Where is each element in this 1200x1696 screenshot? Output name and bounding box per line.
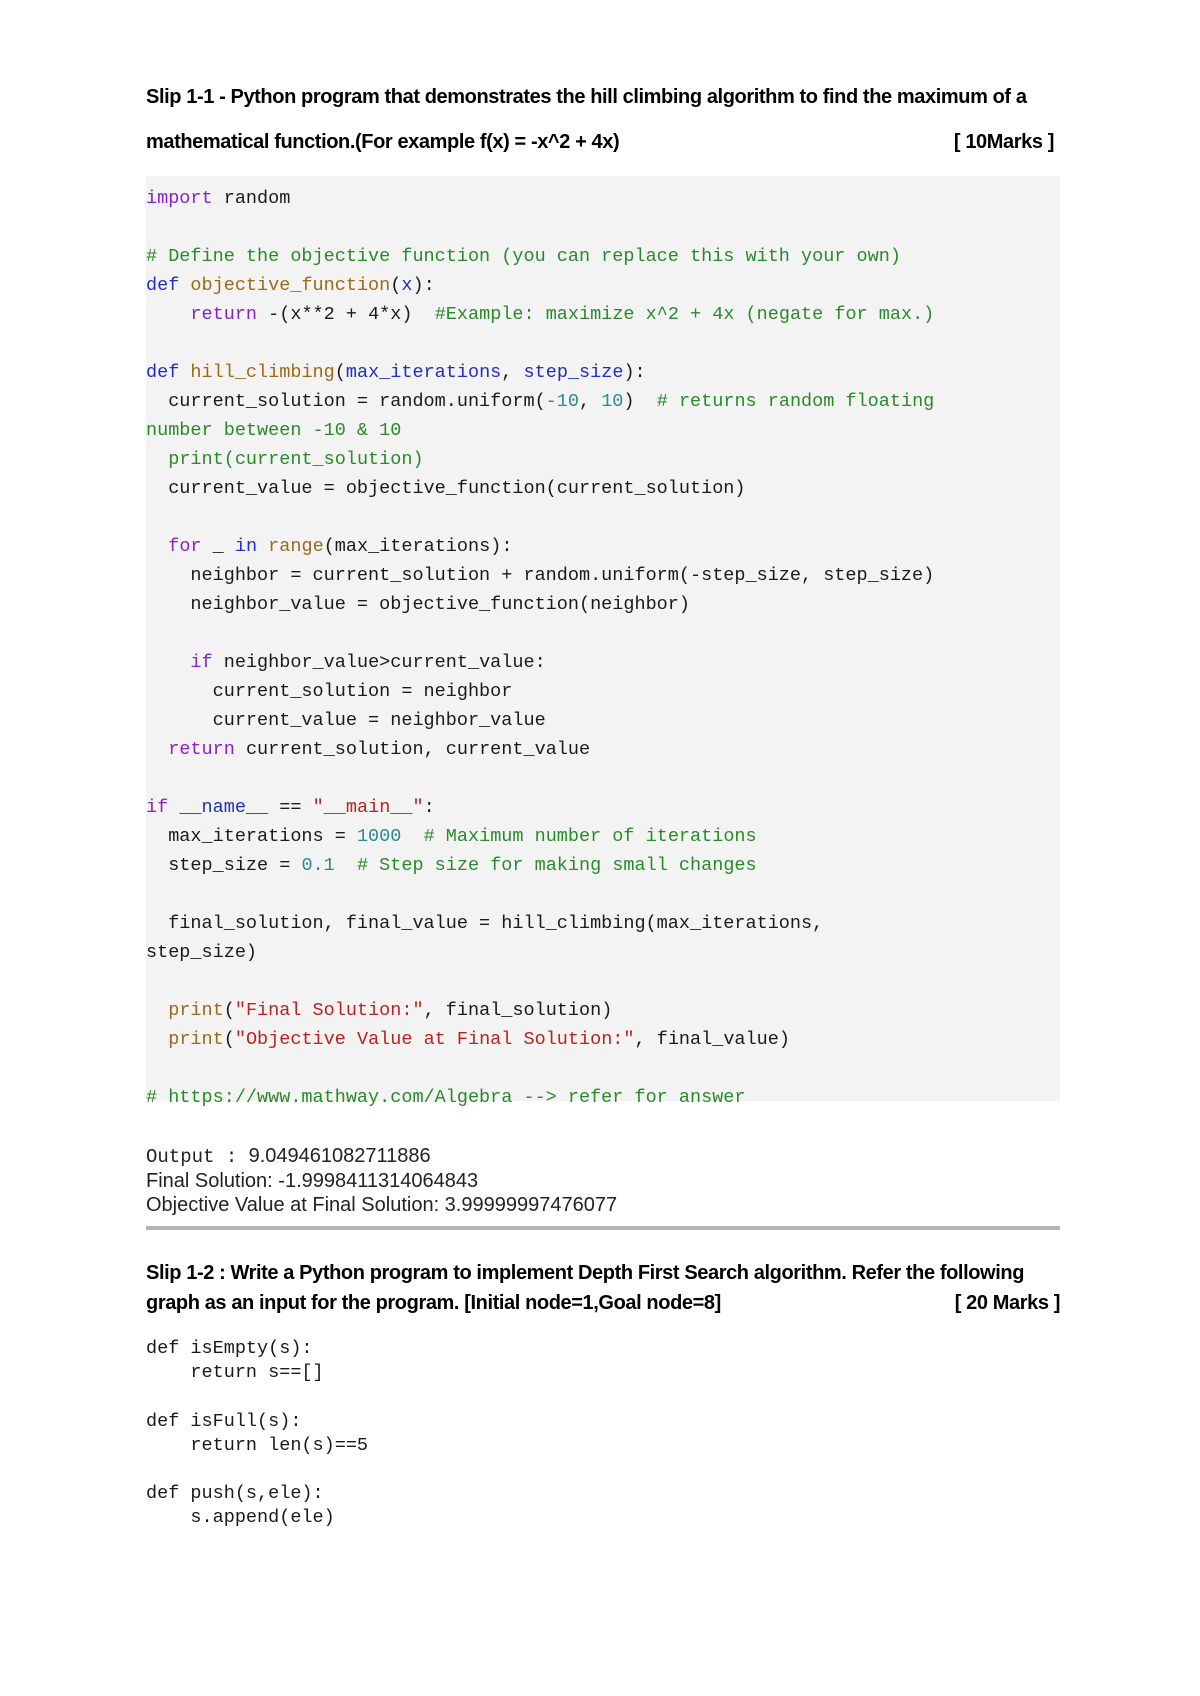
code-line: def isFull(s):	[146, 1410, 302, 1432]
code-token: -(x**2 + 4*x)	[257, 304, 435, 325]
code-line: return len(s)==5	[146, 1434, 369, 1456]
code-token: return	[168, 739, 235, 760]
code-token: ,	[501, 362, 524, 383]
slip2-title-text: graph as an input for the program. [Initial node=1,Goal node=8]	[146, 1292, 721, 1314]
code-line: s.append(ele)	[146, 1507, 335, 1529]
code-token	[146, 536, 168, 557]
code-token: hill_climbing	[190, 362, 335, 383]
code-token: (	[223, 1000, 235, 1021]
code-token: x	[401, 275, 413, 296]
code-line: current_solution = neighbor	[146, 681, 513, 702]
code-token: "Final Solution:"	[234, 1000, 424, 1021]
code-token	[401, 826, 423, 847]
code-token	[168, 797, 179, 818]
code-token: in	[234, 536, 258, 557]
code-token: -10	[545, 391, 579, 412]
code-token: , final_value)	[634, 1029, 790, 1050]
code-token: )	[623, 391, 657, 412]
code-line: def isEmpty(s):	[146, 1338, 313, 1359]
code-token: random	[212, 188, 291, 209]
code-listing	[146, 184, 934, 1112]
code-token	[146, 652, 190, 673]
code-token: , final_solution)	[423, 1000, 613, 1021]
code-token: print(current_solution)	[168, 449, 424, 470]
output-line-1	[146, 1144, 617, 1169]
output-objective-value: Objective Value at Final Solution: 3.99999997476077	[146, 1194, 618, 1216]
code-comment: # Step size for making small changes	[356, 855, 757, 876]
code-comment: #Example: maximize x^2 + 4x (negate for max.)	[434, 304, 935, 325]
code-token: print	[168, 1029, 224, 1050]
code-line: neighbor_value = objective_function(neighbor)	[146, 594, 690, 615]
code-comment: number between -10 & 10	[146, 420, 402, 441]
code-line: final_solution, final_value = hill_climbing(max_iterations,	[146, 913, 824, 934]
code-token: step_size =	[146, 855, 302, 876]
code-token: for	[168, 536, 202, 557]
output-value: 9.049461082711886	[248, 1145, 431, 1167]
code-token: range	[268, 536, 324, 557]
code-token: ==	[268, 797, 313, 818]
code-token	[257, 536, 268, 557]
code-token	[146, 1000, 168, 1021]
code-line: return s==[]	[146, 1362, 324, 1384]
code-token: 10	[601, 391, 624, 412]
code-token: max_iterations =	[146, 826, 357, 847]
code-token: step_size	[523, 362, 624, 383]
code-token: if	[146, 797, 169, 818]
code-comment: # returns random floating	[656, 391, 935, 412]
code-token: neighbor_value>current_value:	[212, 652, 546, 673]
slip2-title-line2	[146, 1292, 1060, 1315]
code-token: "Objective Value at Final Solution:"	[234, 1029, 635, 1050]
code-token: ,	[578, 391, 602, 412]
code-line: def push(s,ele):	[146, 1483, 324, 1505]
code-token	[146, 1029, 168, 1050]
code-comment: # Maximum number of iterations	[423, 826, 757, 847]
section-divider	[146, 1226, 1060, 1230]
code-token	[179, 362, 190, 383]
code-token: if	[190, 652, 213, 673]
code-token: def	[146, 275, 180, 296]
code-comment: # Define the objective function (you can replace this with your own)	[146, 246, 901, 267]
code-token	[335, 855, 357, 876]
slip1-title-line1: Slip 1-1 - Python program that demonstrates the hill climbing algorithm to find the maximum of a	[146, 86, 1027, 108]
code-token: current_solution = random.uniform(	[146, 391, 546, 412]
code-token: (max_iterations):	[323, 536, 513, 557]
slip2-title-line1: Slip 1-2 : Write a Python program to implement Depth First Search algorithm. Refer the following	[146, 1262, 1025, 1284]
code-token: objective_function	[190, 275, 391, 296]
slip2-marks: [ 20 Marks ]	[954, 1292, 1060, 1314]
code-token	[179, 275, 190, 296]
code-token: max_iterations	[345, 362, 502, 383]
code-line: neighbor = current_solution + random.uniform(-step_size, step_size)	[146, 565, 935, 586]
code-line: current_value = neighbor_value	[146, 710, 546, 731]
code-token: (	[334, 362, 346, 383]
code-token: _	[201, 536, 235, 557]
program-output	[146, 1144, 617, 1217]
code-token	[146, 739, 168, 760]
code-line: current_value = objective_function(current_solution)	[146, 478, 746, 499]
code-token: (	[390, 275, 402, 296]
code-listing-dfs	[146, 1337, 368, 1531]
code-token	[146, 304, 190, 325]
code-comment: # https://www.mathway.com/Algebra --> refer for answer	[146, 1087, 746, 1108]
slip1-title-text: mathematical function.(For example f(x) = -x^2 + 4x)	[146, 131, 620, 153]
output-final-solution: Final Solution: -1.9998411314064843	[146, 1170, 479, 1192]
output-label: Output :	[146, 1146, 249, 1168]
code-token: "__main__"	[312, 797, 424, 818]
code-token: 0.1	[301, 855, 335, 876]
code-token: import	[146, 188, 213, 209]
slip1-marks: [ 10Marks ]	[953, 131, 1054, 153]
code-token: def	[146, 362, 180, 383]
code-block-hill-climbing	[146, 176, 1060, 1108]
code-token: __name__	[179, 797, 269, 818]
code-token: ):	[412, 275, 435, 296]
slip1-title-line2	[146, 131, 1060, 154]
code-token	[146, 449, 168, 470]
code-token: print	[168, 1000, 224, 1021]
code-token: ):	[623, 362, 646, 383]
code-token: (	[223, 1029, 235, 1050]
code-token: 1000	[356, 826, 402, 847]
code-token: current_solution, current_value	[234, 739, 591, 760]
code-token: :	[423, 797, 435, 818]
code-line: step_size)	[146, 942, 258, 963]
code-token: return	[190, 304, 258, 325]
